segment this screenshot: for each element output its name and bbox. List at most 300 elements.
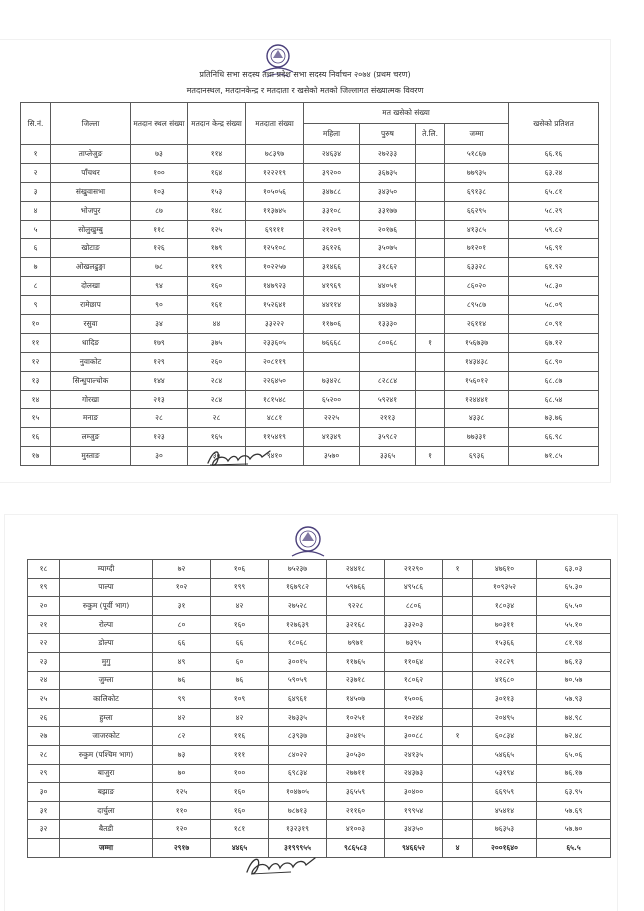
cell-polling-centers: ११६ [211, 727, 269, 746]
table-row [28, 615, 611, 634]
cell-percent: ६५.०६ [537, 745, 611, 764]
cell-sn [28, 838, 60, 857]
cell-polling-centers: १२५ [188, 220, 246, 239]
cell-total: ६३३२८ [445, 258, 509, 277]
cell-male: ४९५८६ [385, 578, 443, 597]
cell-polling-places: १७९ [131, 333, 188, 352]
cell-sn: १० [21, 315, 51, 334]
table-row [21, 352, 599, 371]
cell-polling-centers: १०६ [211, 560, 269, 579]
cell-total: ६६२९५ [445, 201, 509, 220]
cell-third-gender: १ [443, 727, 473, 746]
cell-polling-places: ३४ [131, 315, 188, 334]
cell-voters: १८१५४८ [246, 390, 304, 409]
cell-district: रुकुम (पूर्वी भाग) [60, 597, 153, 616]
total-polling-places: २९१७ [153, 838, 211, 857]
cell-total: ८६०२० [445, 277, 509, 296]
table-row [21, 220, 599, 239]
cell-total: ७१२०१ [445, 239, 509, 258]
cell-percent: ५५.१० [537, 615, 611, 634]
cell-sn: १६ [21, 428, 51, 447]
cell-polling-places: २१३ [131, 390, 188, 409]
cell-total: ३०११३ [473, 690, 537, 709]
cell-percent: ५७.७० [537, 820, 611, 839]
cell-voters: १२२२१९ [246, 163, 304, 182]
cell-voters: १०५०५६ [246, 182, 304, 201]
cell-district: पाल्पा [60, 578, 153, 597]
cell-voters: ८३९३७ [269, 727, 327, 746]
header-female: महिला [304, 124, 360, 145]
cell-female: ३१४६६ [304, 258, 360, 277]
cell-total: ५४६६५ [473, 745, 537, 764]
cell-polling-places: ७३ [131, 145, 188, 164]
table-row [21, 371, 599, 390]
cell-voters: १५२६४१ [246, 296, 304, 315]
cell-sn: १४ [21, 390, 51, 409]
header-percent: खसेको प्रतिशत [509, 103, 599, 145]
cell-male: ३४३५० [360, 182, 416, 201]
cell-male: १५००६ [385, 690, 443, 709]
cell-female: ५९७६६ [327, 578, 385, 597]
cell-total: ४१३८५ [445, 220, 509, 239]
cell-male: २४३७३ [385, 764, 443, 783]
table-row [21, 409, 599, 428]
cell-polling-places: १२६ [131, 239, 188, 258]
cell-polling-centers: ३० [188, 447, 246, 466]
table-row [28, 597, 611, 616]
cell-total: १०९३५२ [473, 578, 537, 597]
cell-percent: ७४.९८ [537, 708, 611, 727]
cell-polling-centers: १६५ [188, 428, 246, 447]
cell-male: ३३१७७ [360, 201, 416, 220]
cell-female: ३६१२६ [304, 239, 360, 258]
cell-percent: ५८.३० [509, 277, 599, 296]
cell-percent: ७६.१३ [537, 652, 611, 671]
cell-sn: २९ [28, 764, 60, 783]
cell-third-gender [443, 578, 473, 597]
cell-male [360, 352, 416, 371]
cell-third-gender [443, 690, 473, 709]
cell-polling-centers: ११४ [188, 145, 246, 164]
cell-voters: ६९८३४ [269, 764, 327, 783]
cell-polling-centers: २६० [188, 352, 246, 371]
cell-sn: १५ [21, 409, 51, 428]
header-polling-centers: मतदान केन्द्र संख्या [188, 103, 246, 145]
header-polling-places: मतदान स्थल संख्या [131, 103, 188, 145]
cell-polling-places: ७६ [153, 671, 211, 690]
cell-total: १२४४४१ [445, 390, 509, 409]
cell-polling-places: ९० [131, 296, 188, 315]
cell-sn: २७ [28, 727, 60, 746]
cell-male: २१२९० [385, 560, 443, 579]
cell-polling-places: ७० [153, 764, 211, 783]
cell-female: ३५७० [304, 447, 360, 466]
cell-male: ११०६४ [385, 652, 443, 671]
total-female: ९८६५८३ [327, 838, 385, 857]
cell-polling-centers: ११९ [188, 258, 246, 277]
cell-district: सोलुखुम्बु [51, 220, 131, 239]
table-row [28, 764, 611, 783]
cell-third-gender [416, 352, 445, 371]
cell-sn: ३ [21, 182, 51, 201]
cell-total: २०४९५ [473, 708, 537, 727]
cell-male: ७३९५ [385, 634, 443, 653]
cell-percent: ६५.३० [537, 578, 611, 597]
cell-male: २४१३५ [385, 745, 443, 764]
cell-voters: ७८३९७ [246, 145, 304, 164]
cell-female: २४४१८ [327, 560, 385, 579]
cell-percent: ६३.९५ [537, 783, 611, 802]
cell-third-gender [416, 182, 445, 201]
table-row [28, 652, 611, 671]
cell-district: बैतडी [60, 820, 153, 839]
cell-total: ७६३५३ [473, 820, 537, 839]
cell-polling-centers: १०० [211, 764, 269, 783]
cell-district: मुस्ताङ [51, 447, 131, 466]
cell-polling-centers: १६० [211, 801, 269, 820]
cell-polling-places: ७३ [153, 745, 211, 764]
table-row [21, 390, 599, 409]
cell-total: ४७६१० [473, 560, 537, 579]
cell-district: सिन्धुपाल्चोक [51, 371, 131, 390]
cell-female: २३७१८ [327, 671, 385, 690]
cell-female: ४१३४९ [304, 428, 360, 447]
cell-polling-places: ४२ [153, 708, 211, 727]
cell-district: म्याग्दी [60, 560, 153, 579]
cell-percent: ६५.५० [537, 597, 611, 616]
cell-total: ४१६८० [473, 671, 537, 690]
header-votes-cast: मत खसेको संख्या [304, 103, 509, 124]
cell-district: रुकुम (पश्चिम भाग) [60, 745, 153, 764]
cell-polling-places: ९९ [153, 690, 211, 709]
cell-third-gender [443, 652, 473, 671]
cell-third-gender [443, 801, 473, 820]
cell-sn: ७ [21, 258, 51, 277]
cell-sn: ३२ [28, 820, 60, 839]
cell-polling-places: ३० [131, 447, 188, 466]
cell-voters: १२५१०८ [246, 239, 304, 258]
header-district: जिल्ला [51, 103, 131, 145]
cell-male: ८२८८४ [360, 371, 416, 390]
cell-polling-places: ६६ [153, 634, 211, 653]
table-row [21, 239, 599, 258]
cell-female: ४१९६९ [304, 277, 360, 296]
cell-female: २७७११ [327, 764, 385, 783]
cell-female: ४१००३ [327, 820, 385, 839]
cell-polling-places: २८ [131, 409, 188, 428]
cell-third-gender [416, 201, 445, 220]
cell-male: ४४०५१ [360, 277, 416, 296]
cell-voters: १४७९२३ [246, 277, 304, 296]
cell-district: जाजरकोट [60, 727, 153, 746]
cell-polling-places: १०० [131, 163, 188, 182]
cell-male: १८०६२ [385, 671, 443, 690]
cell-total: १५६०१२ [445, 371, 509, 390]
header-total: जम्मा [445, 124, 509, 145]
cell-total: ७०३११ [473, 615, 537, 634]
cell-district: रोल्पा [60, 615, 153, 634]
cell-percent: ७२.४८ [537, 727, 611, 746]
cell-male: ८८०६ [385, 597, 443, 616]
cell-total: १८०३४ [473, 597, 537, 616]
cell-district: गोरखा [51, 390, 131, 409]
cell-female: ३६५५९ [327, 783, 385, 802]
total-voters: ३१९९९५५ [269, 838, 327, 857]
cell-female: ७९७१ [327, 634, 385, 653]
cell-polling-places: ३१ [153, 597, 211, 616]
cell-district: रामेछाप [51, 296, 131, 315]
table-row [21, 428, 599, 447]
header-male: पुरुष [360, 124, 416, 145]
cell-polling-places: १४४ [131, 371, 188, 390]
cell-voters: ६९१११ [246, 220, 304, 239]
cell-percent: ५६.९१ [509, 239, 599, 258]
cell-polling-centers: १६० [188, 277, 246, 296]
cell-female: २२२५ [304, 409, 360, 428]
cell-percent: ६३.०३ [537, 560, 611, 579]
cell-district: कालिकोट [60, 690, 153, 709]
table-row [28, 708, 611, 727]
cell-sn: २३ [28, 652, 60, 671]
cell-male: २७२३३ [360, 145, 416, 164]
cell-sn: २ [21, 163, 51, 182]
table-row [28, 783, 611, 802]
cell-percent: ७३.७६ [509, 409, 599, 428]
cell-polling-centers: १६४ [188, 163, 246, 182]
cell-total: ८९५८७ [445, 296, 509, 315]
cell-polling-places: १२३ [131, 428, 188, 447]
document-subtitle: मतदानस्थल, मतदानकेन्द्र र मतदाता र खसेको मतको जिल्लागत संख्यात्मक विवरण [186, 86, 424, 95]
cell-sn: १७ [21, 447, 51, 466]
cell-male: २०१७६ [360, 220, 416, 239]
header-third-gender: ते.लि. [416, 124, 445, 145]
cell-percent: ६६.१६ [509, 145, 599, 164]
cell-polling-places: १२५ [153, 783, 211, 802]
cell-third-gender [443, 820, 473, 839]
cell-polling-places: १२० [153, 820, 211, 839]
table-row [28, 801, 611, 820]
cell-third-gender [416, 409, 445, 428]
cell-third-gender [416, 145, 445, 164]
cell-voters: ६४९६१ [269, 690, 327, 709]
cell-female: ११७६५ [327, 652, 385, 671]
district-vote-table [20, 102, 599, 466]
table-row [28, 745, 611, 764]
cell-percent: ६८.५४ [509, 390, 599, 409]
cell-sn: २२ [28, 634, 60, 653]
table-row [21, 277, 599, 296]
total-third-gender: ४ [443, 838, 473, 857]
cell-male: ३०४०० [385, 783, 443, 802]
cell-male: १९९५४ [385, 801, 443, 820]
cell-voters: ११३७४५ [246, 201, 304, 220]
cell-polling-places: ४९ [153, 652, 211, 671]
cell-sn: ९ [21, 296, 51, 315]
cell-polling-centers: १७९ [188, 239, 246, 258]
cell-total: ७७९३५ [445, 163, 509, 182]
cell-third-gender [416, 239, 445, 258]
cell-third-gender [416, 296, 445, 315]
cell-polling-places: ११० [153, 801, 211, 820]
cell-female: ३९२०० [304, 163, 360, 182]
cell-polling-places: १०३ [131, 182, 188, 201]
cell-male: १३३३० [360, 315, 416, 334]
cell-male: ३३६५ [360, 447, 416, 466]
cell-male: २११३ [360, 409, 416, 428]
cell-voters: २३३६०५ [246, 333, 304, 352]
cell-district: नुवाकोट [51, 352, 131, 371]
total-percent: ६५.५ [537, 838, 611, 857]
cell-female: १०२५१ [327, 708, 385, 727]
cell-sn: १२ [21, 352, 51, 371]
cell-voters: २७३३५ [269, 708, 327, 727]
cell-voters: २२६४५० [246, 371, 304, 390]
cell-district: बझाङ [60, 783, 153, 802]
table-row [21, 315, 599, 334]
cell-polling-places: ८२ [153, 727, 211, 746]
document-page-2 [5, 515, 617, 911]
cell-voters: ४८८१ [246, 409, 304, 428]
cell-polling-places: १०२ [153, 578, 211, 597]
cell-female: २११६० [327, 801, 385, 820]
cell-third-gender [416, 390, 445, 409]
cell-voters: १३२३१९ [269, 820, 327, 839]
cell-male: ८००६८ [360, 333, 416, 352]
total-polling-centers: ४४६५ [211, 838, 269, 857]
cell-male: ३००८८ [385, 727, 443, 746]
cell-sn: ३१ [28, 801, 60, 820]
cell-third-gender [443, 634, 473, 653]
cell-voters: ११५४१९ [246, 428, 304, 447]
cell-voters: ९४१० [246, 447, 304, 466]
cell-total: ५३१९४ [473, 764, 537, 783]
cell-sn: ५ [21, 220, 51, 239]
cell-percent: ६५.८१ [509, 182, 599, 201]
cell-percent: ५८.२९ [509, 201, 599, 220]
cell-female: ४४११४ [304, 296, 360, 315]
cell-polling-places: ७२ [153, 560, 211, 579]
cell-total: ६६९५९ [473, 783, 537, 802]
cell-district: धादिङ [51, 333, 131, 352]
cell-total: ५१८६७ [445, 145, 509, 164]
cell-male: १०२४४ [385, 708, 443, 727]
cell-district: संखुवासभा [51, 182, 131, 201]
cell-sn: १९ [28, 578, 60, 597]
cell-percent: ५७.६९ [537, 801, 611, 820]
cell-polling-centers: १९९ [211, 578, 269, 597]
total-votes: २००१६४० [473, 838, 537, 857]
cell-district: बाजुरा [60, 764, 153, 783]
cell-voters: ३३२२२ [246, 315, 304, 334]
cell-female: ३२१६८ [327, 615, 385, 634]
cell-polling-centers: १६१ [188, 296, 246, 315]
cell-sn: १३ [21, 371, 51, 390]
cell-total: २२८२९ [473, 652, 537, 671]
cell-polling-places: ११८ [131, 220, 188, 239]
cell-polling-centers: १०९ [211, 690, 269, 709]
cell-female: ६५२०० [304, 390, 360, 409]
cell-female: ११७०६ [304, 315, 360, 334]
cell-district: मनाङ [51, 409, 131, 428]
cell-male: ५९२४१ [360, 390, 416, 409]
total-male: ९४६६५२ [385, 838, 443, 857]
header-voters: मतदाता संख्या [246, 103, 304, 145]
table-row [21, 258, 599, 277]
cell-third-gender [416, 428, 445, 447]
cell-female [304, 352, 360, 371]
cell-voters: २७५२८ [269, 597, 327, 616]
cell-polling-places: १२९ [131, 352, 188, 371]
cell-sn: ११ [21, 333, 51, 352]
cell-total: ६९३६ [445, 447, 509, 466]
cell-voters: ३००१५ [269, 652, 327, 671]
cell-male: ४४४७३ [360, 296, 416, 315]
cell-male: ३५९८२ [360, 428, 416, 447]
cell-third-gender [416, 315, 445, 334]
election-commission-seal [283, 523, 333, 561]
cell-sn: ३० [28, 783, 60, 802]
cell-female: ७३४२८ [304, 371, 360, 390]
cell-percent: ६६.९८ [509, 428, 599, 447]
cell-polling-centers: २८४ [188, 371, 246, 390]
cell-female: ९२२८ [327, 597, 385, 616]
cell-voters: १६७९८२ [269, 578, 327, 597]
header-sn: सि.नं. [21, 103, 51, 145]
cell-polling-centers: १५३ [188, 182, 246, 201]
cell-percent: ६७.१२ [509, 333, 599, 352]
cell-voters: १२७६३९ [269, 615, 327, 634]
table-row [21, 333, 599, 352]
cell-male: ३५०७५ [360, 239, 416, 258]
cell-sn: १८ [28, 560, 60, 579]
cell-third-gender [443, 764, 473, 783]
total-row [28, 838, 611, 857]
cell-polling-centers: ६६ [211, 634, 269, 653]
cell-sn: ४ [21, 201, 51, 220]
cell-female: ३०५३० [327, 745, 385, 764]
cell-voters: १०२२५७ [246, 258, 304, 277]
cell-sn: २० [28, 597, 60, 616]
table-row [21, 201, 599, 220]
cell-total: ६९१३८ [445, 182, 509, 201]
cell-third-gender: १ [416, 447, 445, 466]
cell-polling-centers: २८४ [188, 390, 246, 409]
cell-percent: ७१.८५ [509, 447, 599, 466]
cell-voters: ५९०५९ [269, 671, 327, 690]
cell-third-gender: १ [416, 333, 445, 352]
cell-percent: ५७.९३ [537, 690, 611, 709]
cell-third-gender [416, 163, 445, 182]
cell-polling-centers: ७६ [211, 671, 269, 690]
cell-female: २४६३४ [304, 145, 360, 164]
document-page-1 [0, 40, 610, 482]
table-row [21, 163, 599, 182]
cell-polling-centers: ४२ [211, 708, 269, 727]
cell-total: २६११४ [445, 315, 509, 334]
cell-polling-centers: ६० [211, 652, 269, 671]
cell-percent: ७६.१७ [537, 764, 611, 783]
cell-third-gender [443, 708, 473, 727]
cell-female: २१२०९ [304, 220, 360, 239]
cell-voters: २०८११९ [246, 352, 304, 371]
table-row [28, 820, 611, 839]
table-row [28, 634, 611, 653]
cell-district: ताप्लेजुङ [51, 145, 131, 164]
cell-male: ३३२०३ [385, 615, 443, 634]
cell-third-gender [443, 783, 473, 802]
cell-female: ३४७८८ [304, 182, 360, 201]
table-row [28, 690, 611, 709]
